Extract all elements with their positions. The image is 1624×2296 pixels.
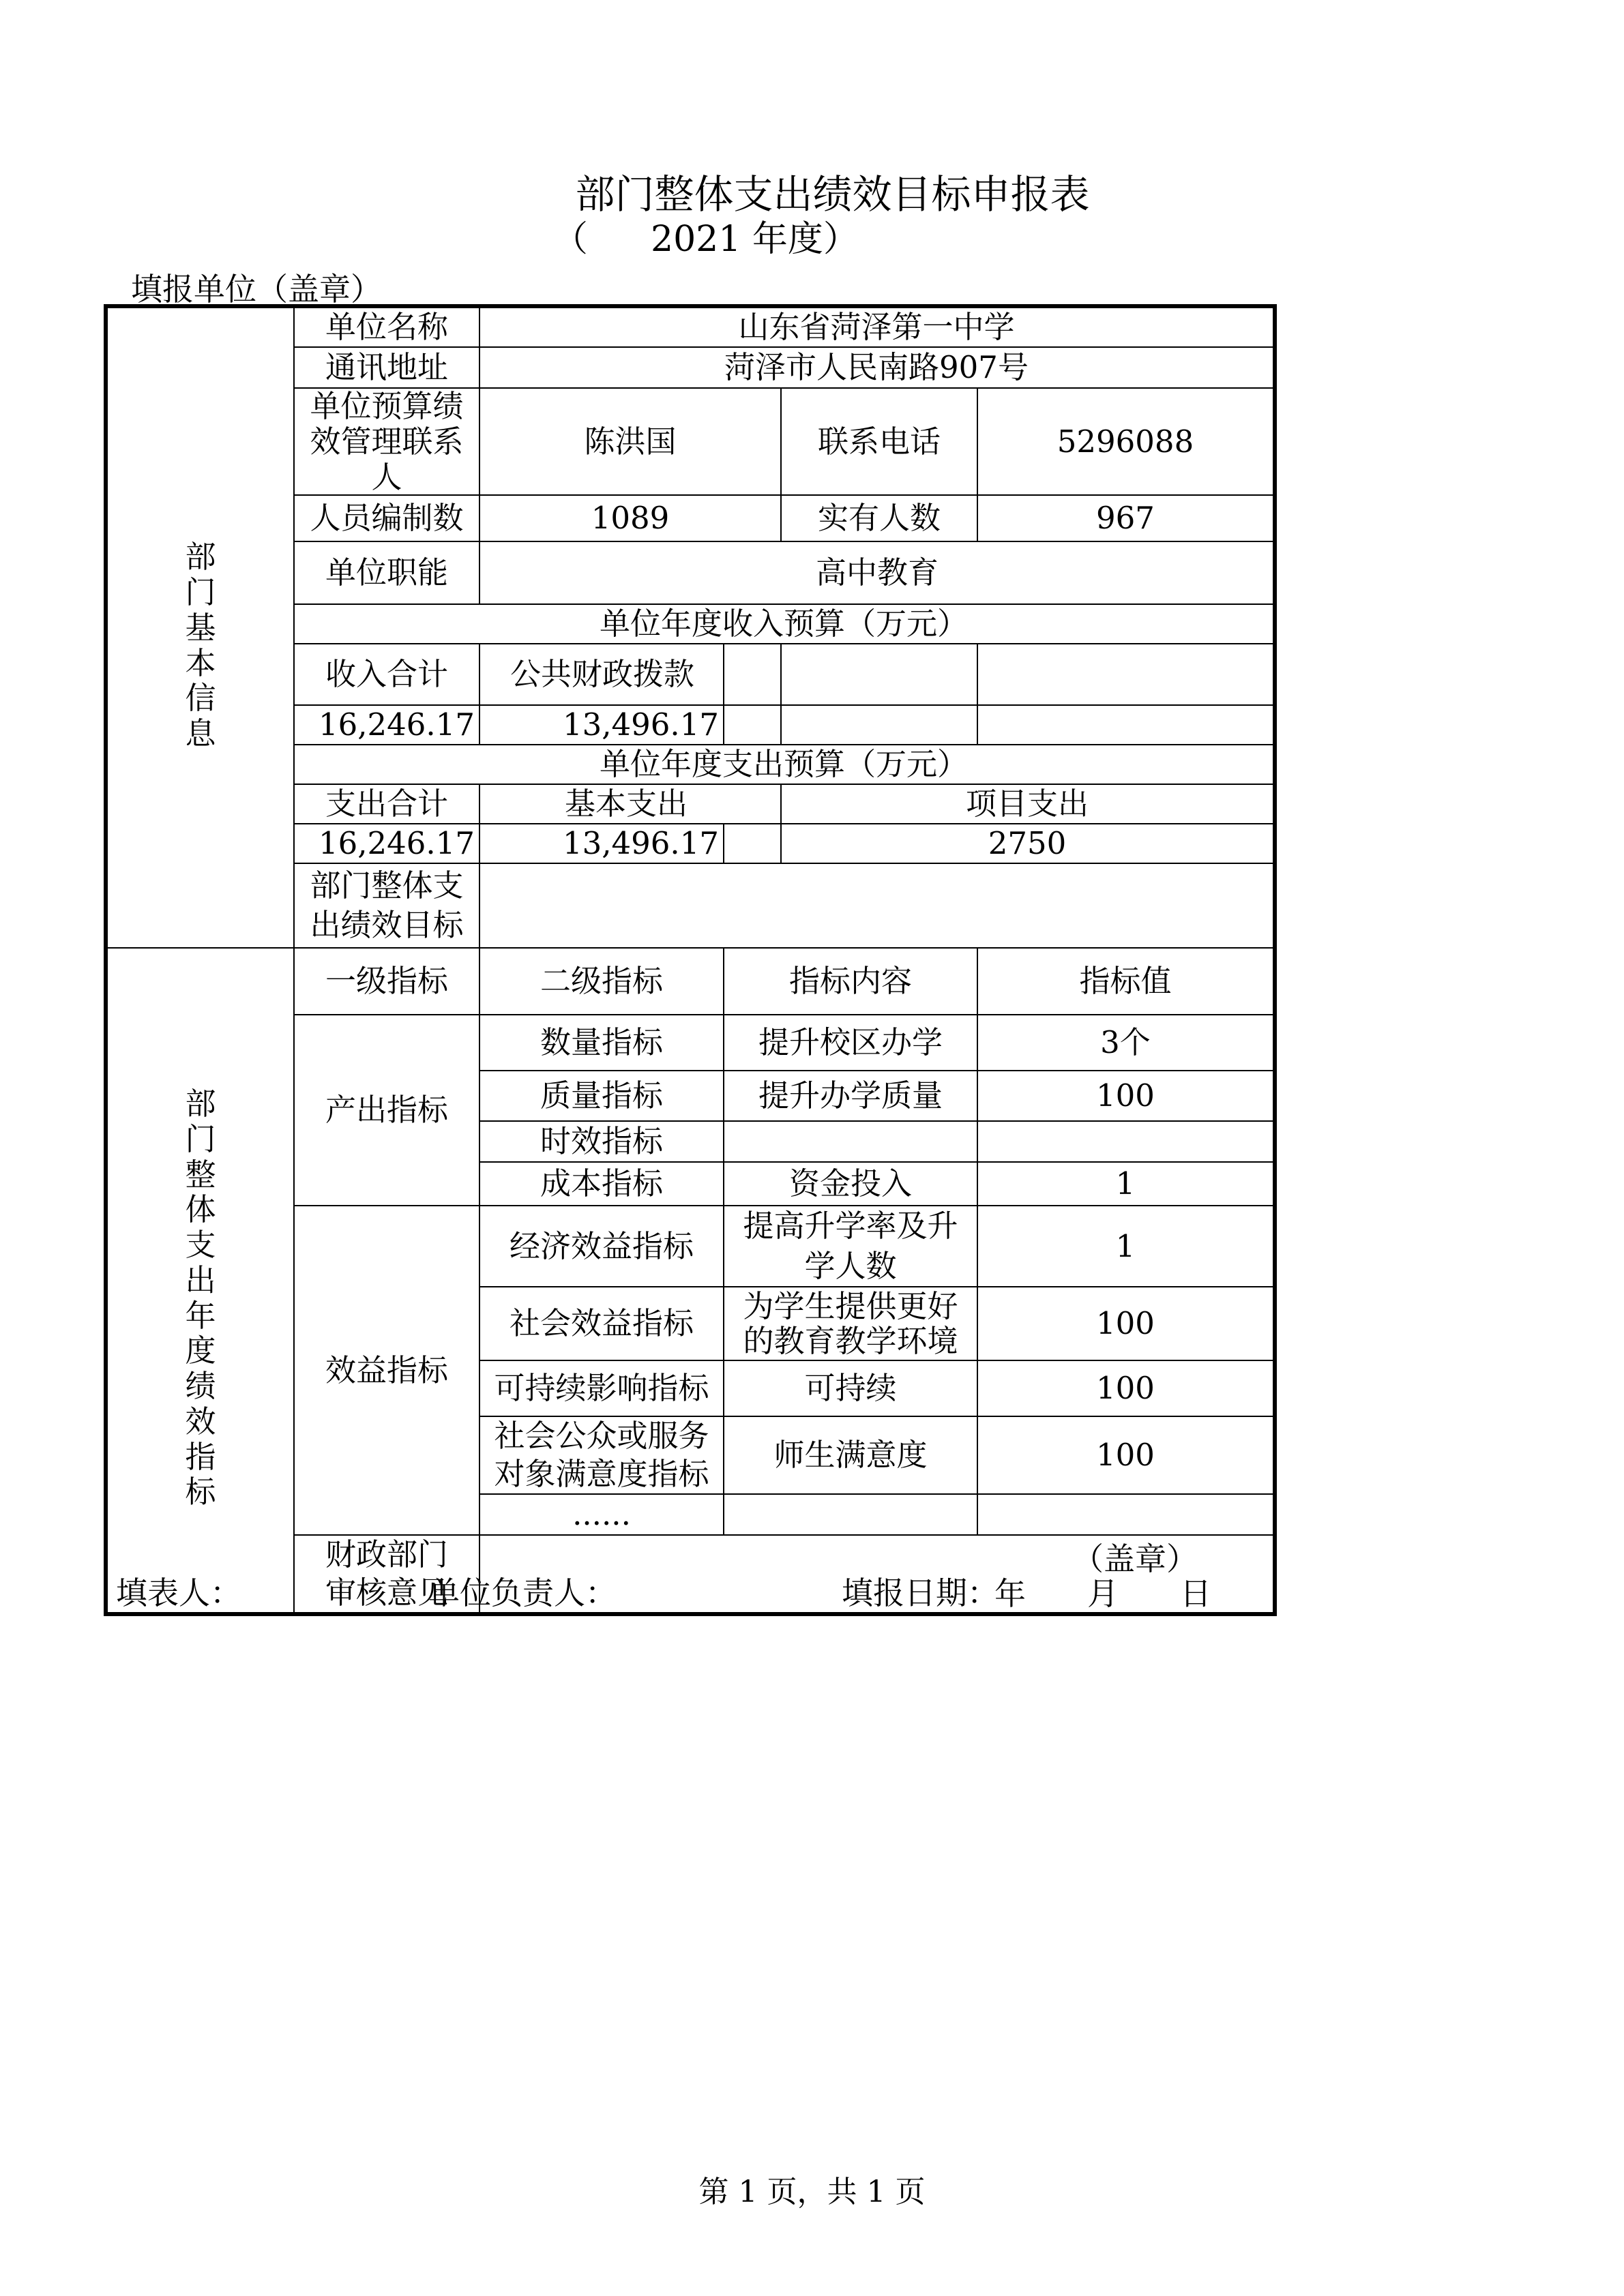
page-number: 第 1 页，共 1 页 [698, 2175, 926, 2209]
function-value: 高中教育 [479, 541, 1275, 604]
level2-cell: 数量指标 [479, 1015, 724, 1071]
staff-actual-value: 967 [977, 495, 1275, 541]
level2-cell: 质量指标 [479, 1071, 724, 1121]
finance-year: 年 [994, 1575, 1026, 1613]
level2-cell: 经济效益指标 [479, 1206, 724, 1287]
value-cell [977, 1121, 1275, 1162]
unit-name-label: 单位名称 [294, 306, 479, 347]
value-cell: 100 [977, 1416, 1275, 1494]
contact-value: 陈洪国 [479, 388, 781, 495]
address-value: 菏泽市人民南路907号 [479, 347, 1275, 388]
level2-cell: 社会公众或服务对象满意度指标 [479, 1416, 724, 1494]
income-total-value: 16,246.17 [294, 705, 479, 745]
value-cell: 100 [977, 1287, 1275, 1360]
income-total-label: 收入合计 [294, 644, 479, 705]
income-empty-5 [781, 705, 977, 745]
phone-value: 5296088 [977, 388, 1275, 495]
content-cell: 可持续 [724, 1360, 977, 1416]
expense-empty [724, 824, 781, 863]
level2-cell: 社会效益指标 [479, 1287, 724, 1360]
staff-actual-label: 实有人数 [781, 495, 977, 541]
col-value: 指标值 [977, 948, 1275, 1015]
income-fiscal-label: 公共财政拨款 [479, 644, 724, 705]
finance-stamp: （盖章） [1072, 1540, 1198, 1578]
goal-label: 部门整体支出绩效目标 [294, 863, 479, 948]
expense-project-value: 2750 [781, 824, 1275, 863]
footer-date: 填报日期： [842, 1575, 999, 1611]
goal-value [479, 863, 1275, 948]
address-label: 通讯地址 [294, 347, 479, 388]
value-cell: 1 [977, 1162, 1275, 1206]
finance-day: 日 [1180, 1575, 1211, 1613]
function-label: 单位职能 [294, 541, 479, 604]
staff-quota-value: 1089 [479, 495, 781, 541]
income-empty-6 [977, 705, 1275, 745]
income-empty-1 [724, 644, 781, 705]
indicator-section-label: 部 门 整 体 支 出 年 度 绩 效 指 标 [106, 948, 294, 1614]
content-cell: 提高升学率及升学人数 [724, 1206, 977, 1287]
expense-basic-value: 13,496.17 [479, 824, 724, 863]
expense-total-label: 支出合计 [294, 784, 479, 824]
year-line [552, 210, 859, 261]
level2-cell: 可持续影响指标 [479, 1360, 724, 1416]
year-close: 年度） [752, 219, 859, 260]
finance-label: 财政部门审核意见 [294, 1535, 479, 1614]
value-cell: 1 [977, 1206, 1275, 1287]
content-cell [724, 1494, 977, 1535]
page-title: 部门整体支出绩效目标申报表 [575, 171, 1090, 218]
phone-label: 联系电话 [781, 388, 977, 495]
performance-form-table [104, 304, 1277, 1616]
income-empty-4 [724, 705, 781, 745]
level2-cell: 时效指标 [479, 1121, 724, 1162]
income-header: 单位年度收入预算（万元） [294, 604, 1275, 644]
content-cell: 资金投入 [724, 1162, 977, 1206]
value-cell: 100 [977, 1071, 1275, 1121]
col-level1: 一级指标 [294, 948, 479, 1015]
expense-header: 单位年度支出预算（万元） [294, 745, 1275, 784]
unit-name-value: 山东省菏泽第一中学 [479, 306, 1275, 347]
fill-unit-label: 填报单位（盖章） [131, 271, 382, 308]
output-indicator-label: 产出指标 [294, 1015, 479, 1206]
value-cell: 100 [977, 1360, 1275, 1416]
year-open: （ [552, 219, 589, 260]
income-empty-2 [781, 644, 977, 705]
staff-quota-label: 人员编制数 [294, 495, 479, 541]
basic-section-label: 部 门 基 本 信 息 [106, 306, 294, 948]
content-cell: 提升校区办学 [724, 1015, 977, 1071]
content-cell: 师生满意度 [724, 1416, 977, 1494]
col-level2: 二级指标 [479, 948, 724, 1015]
level2-cell: ...... [479, 1494, 724, 1535]
finance-month: 月 [1087, 1575, 1119, 1613]
content-cell [724, 1121, 977, 1162]
col-content: 指标内容 [724, 948, 977, 1015]
income-fiscal-value: 13,496.17 [479, 705, 724, 745]
income-empty-3 [977, 644, 1275, 705]
content-cell: 提升办学质量 [724, 1071, 977, 1121]
expense-total-value: 16,246.17 [294, 824, 479, 863]
benefit-indicator-label: 效益指标 [294, 1206, 479, 1535]
expense-basic-label: 基本支出 [479, 784, 781, 824]
year-value: 2021 [651, 219, 741, 260]
value-cell: 3个 [977, 1015, 1275, 1071]
footer-leader: 单位负责人： [428, 1575, 617, 1611]
content-cell: 为学生提供更好的教育教学环境 [724, 1287, 977, 1360]
level2-cell: 成本指标 [479, 1162, 724, 1206]
expense-project-label: 项目支出 [781, 784, 1275, 824]
value-cell [977, 1494, 1275, 1535]
footer-filler: 填表人： [116, 1575, 241, 1611]
contact-label: 单位预算绩效管理联系人 [294, 388, 479, 495]
